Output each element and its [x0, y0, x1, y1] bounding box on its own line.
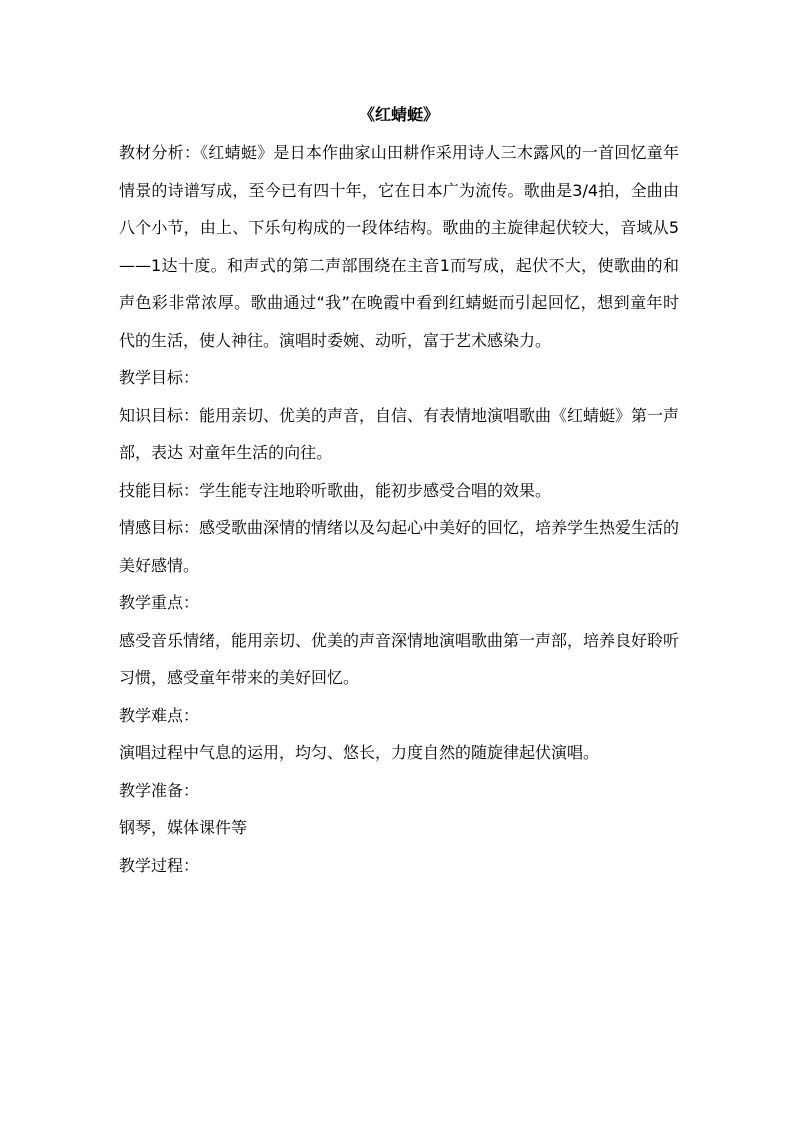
- key-points-heading: 教学重点：: [119, 593, 200, 612]
- difficulty-heading: 教学难点：: [119, 705, 200, 725]
- document-title: 《红蜻蜓》: [358, 105, 439, 124]
- key-points-paragraph: 感受音乐情绪，能用亲切、优美的声音深情地演唱歌曲第一声部，培养良好聆听习惯，感受童年带来的美好回忆。: [119, 630, 680, 687]
- analysis-paragraph: 教材分析：《红蜻蜓》是日本作曲家山田耕作采用诗人三木露风的一首回忆童年情景的诗谱写成，至今已有四十年，它在日本广为流传。歌曲是3/4拍，全曲由八个小节，由上、下乐句构成的一段体结构。歌曲的主旋律起伏较大，音域从5——1达十度。和声式的第二声部围绕在主音1而写成，起伏不大，使歌曲的和声色彩非常浓厚。歌曲通过“我”在晚霞中看到红蜻蜓而引起回忆，想到童年时代的生活，使人神往。演唱时委婉、动听，富于艺术感染力。: [119, 143, 679, 350]
- goal-skill-paragraph: 技能目标：学生能专注地聆听歌曲，能初步感受合唱的效果。: [119, 480, 552, 500]
- goals-heading: 教学目标：: [119, 368, 200, 387]
- difficulty-paragraph: 演唱过程中气息的运用，均匀、悠长，力度自然的随旋律起伏演唱。: [119, 743, 600, 762]
- preparation-paragraph: 钢琴，媒体课件等: [119, 818, 248, 837]
- goal-knowledge-paragraph: 知识目标：能用亲切、优美的声音，自信、有表情地演唱歌曲《红蜻蜓》第一声部，表达 对童年生活的向往。: [119, 405, 680, 462]
- goal-emotion-paragraph: 情感目标：感受歌曲深情的情绪以及勾起心中美好的回忆，培养学生热爱生活的美好感情。: [119, 518, 680, 575]
- preparation-heading: 教学准备：: [119, 780, 200, 800]
- process-heading: 教学过程：: [119, 855, 200, 875]
- document-page: [119, 96, 679, 884]
